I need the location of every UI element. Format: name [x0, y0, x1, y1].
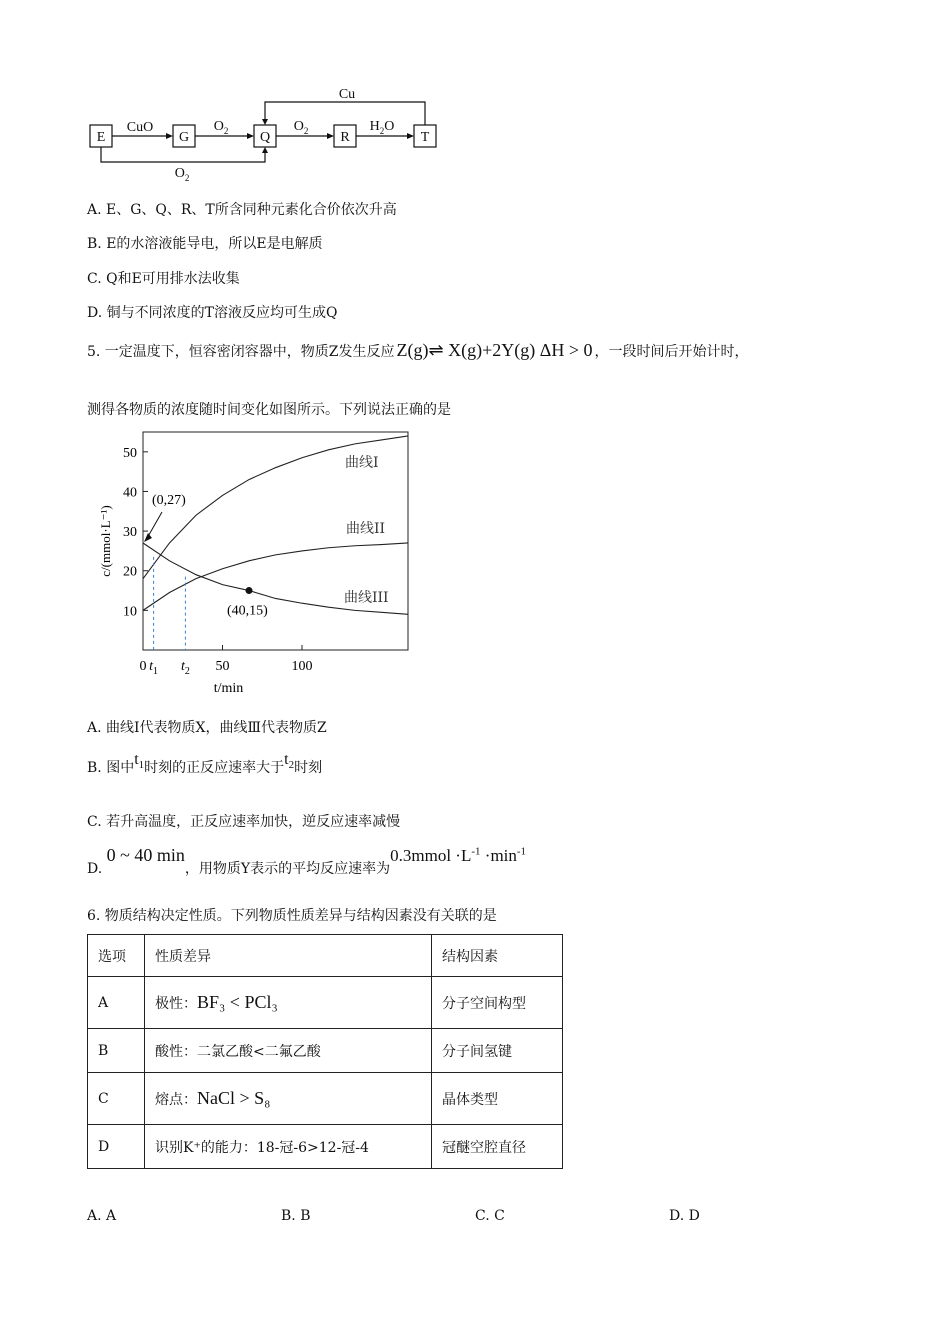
q5-option-d-mid: ，用物质Y表示的平均反应速率为: [184, 861, 391, 877]
table-row: [88, 1125, 563, 1169]
q5-option-d: [87, 845, 527, 877]
q5-option-b: [87, 751, 323, 779]
annotation-arrowhead: [144, 533, 152, 542]
row-c-property: 熔点：NaCl > S₈: [145, 1073, 432, 1125]
row-b-option: B: [88, 1029, 145, 1073]
edge-cu: Cu: [338, 87, 356, 102]
series-label: 曲线II: [346, 521, 386, 537]
q5-option-c: C. 若升高温度，正反应速率加快，逆反应速率减慢: [87, 814, 401, 830]
q5-option-b-t2: $t_2$: [284, 751, 295, 772]
node-q-label: Q: [259, 130, 271, 145]
q6-stem: 6. 物质结构决定性质。下列物质性质差异与结构因素没有关联的是: [87, 908, 497, 924]
q5-stem-suffix: ，一段时间后开始计时，: [594, 344, 749, 360]
annotation-0-27: (0,27): [152, 493, 186, 508]
header-factor: 结构因素: [432, 935, 563, 977]
q4-option-b: B. E的水溶液能导电，所以E是电解质: [87, 236, 323, 252]
q6-table: [87, 934, 563, 1169]
q5-option-d-rate: 0.3mmol $\cdot L^{-1} \cdot\min^{-1}$: [390, 845, 527, 865]
table-row: [88, 1029, 563, 1073]
y-tick-label: 50: [123, 445, 137, 461]
header-property: 性质差异: [145, 935, 432, 977]
edge-h2o: $H_2O$: [369, 119, 395, 136]
x-axis-label: t/min: [213, 681, 244, 696]
series-label: 曲线III: [344, 590, 389, 606]
q5-option-b-pre: B. 图中: [87, 760, 135, 776]
q4-option-a: A. E、G、Q、R、T所含同种元素化合价依次升高: [87, 202, 397, 218]
answer-c: C. C: [475, 1208, 505, 1224]
x-tick-label: 50: [215, 659, 230, 674]
answer-a: A. A: [87, 1208, 117, 1224]
q4-option-d: D. 铜与不同浓度的T溶液反应均可生成Q: [87, 305, 338, 321]
y-axis-label: c/(mmol·L⁻¹): [98, 505, 113, 577]
q4-option-c: C. Q和E可用排水法收集: [87, 271, 240, 287]
annotation-40-15: (40,15): [227, 603, 268, 619]
header-option: 选项: [88, 935, 145, 977]
y-tick-label: 20: [123, 564, 137, 580]
q5-option-b-post: 时刻: [294, 760, 323, 776]
row-c-factor: 晶体类型: [432, 1073, 563, 1125]
q5-option-b-t1: $t_1$: [134, 751, 145, 772]
x-tick-label: 100: [291, 659, 313, 674]
x-tick-label: 0: [139, 659, 147, 674]
y-tick-label: 10: [123, 604, 137, 620]
table-row: [88, 1073, 563, 1125]
row-d-factor: 冠醚空腔直径: [432, 1125, 563, 1169]
y-tick-label: 30: [123, 525, 137, 541]
row-a-property: 极性：BF₃ < PCl₃: [145, 977, 432, 1029]
q5-stem-prefix: 5. 一定温度下，恒容密闭容器中，物质Z发生反应: [87, 344, 395, 360]
q6-table-header: [88, 935, 563, 977]
node-t-label: T: [420, 130, 430, 145]
x-tick-label: $t_2$: [180, 659, 190, 677]
q5-stem-line2: 测得各物质的浓度随时间变化如图所示。下列说法正确的是: [87, 402, 451, 418]
q5-stem: [87, 340, 748, 361]
row-a-option: A: [88, 977, 145, 1029]
row-d-property: 识别K⁺的能力：18-冠-6>12-冠-4: [145, 1125, 432, 1169]
node-r-label: R: [340, 130, 350, 145]
answer-b: B. B: [281, 1208, 311, 1224]
series-label: 曲线I: [345, 455, 379, 471]
answer-d: D. D: [669, 1208, 700, 1224]
concentration-chart: [90, 420, 430, 700]
edge-o2-a: $O_2$: [213, 119, 229, 136]
q5-option-a: A. 曲线Ⅰ代表物质X，曲线Ⅲ代表物质Z: [87, 720, 327, 736]
x-tick-label: $t_1$: [149, 659, 159, 677]
y-tick-label: 40: [123, 485, 137, 501]
row-a-factor: 分子空间构型: [432, 977, 563, 1029]
row-d-option: D: [88, 1125, 145, 1169]
edge-o2-bottom: $O_2$: [174, 166, 190, 182]
q5-reaction: Z(g)⇌ X(g)+2Y(g) ΔH > 0: [396, 340, 593, 360]
point-40-15: [246, 587, 253, 594]
row-b-property: 酸性：二氯乙酸<二氟乙酸: [145, 1029, 432, 1073]
q5-option-d-range: 0 ~ 40 min: [106, 845, 185, 865]
node-e-label: E: [96, 130, 106, 145]
node-g-label: G: [178, 130, 190, 145]
row-b-factor: 分子间氢键: [432, 1029, 563, 1073]
row-c-option: C: [88, 1073, 145, 1125]
table-row: [88, 977, 563, 1029]
edge-o2-b: $O_2$: [293, 119, 309, 136]
q5-option-d-pre: D.: [87, 861, 103, 877]
edge-cuo: CuO: [126, 120, 154, 135]
flow-diagram: [80, 82, 460, 182]
q5-option-b-mid: 时刻的正反应速率大于: [144, 760, 285, 776]
